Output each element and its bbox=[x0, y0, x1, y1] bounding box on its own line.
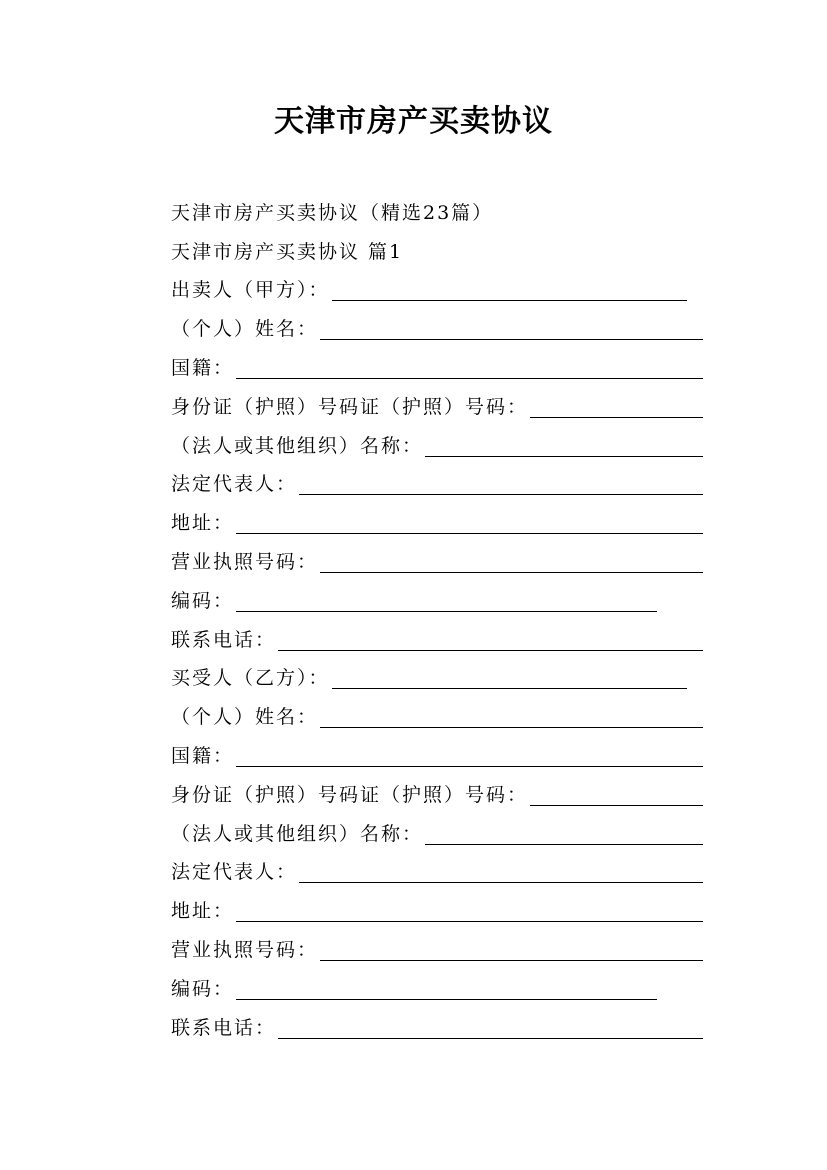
field-label: 联系电话： bbox=[171, 1016, 277, 1039]
form-field-seller-name bbox=[171, 308, 703, 347]
fill-in-blank[interactable] bbox=[332, 300, 687, 301]
fill-in-blank[interactable] bbox=[320, 960, 703, 961]
field-label: 营业执照号码： bbox=[171, 938, 319, 961]
form-field-buyer-nationality bbox=[171, 735, 703, 774]
form-field-seller-org-name bbox=[171, 425, 703, 464]
form-field-buyer-address bbox=[171, 890, 703, 929]
document-body bbox=[171, 192, 703, 1046]
field-label: 营业执照号码： bbox=[171, 550, 319, 573]
field-label: （个人）姓名： bbox=[171, 318, 319, 341]
document-title: 天津市房产买卖协议 bbox=[274, 104, 553, 139]
fill-in-blank[interactable] bbox=[332, 688, 687, 689]
subtitle-line bbox=[171, 192, 703, 231]
fill-in-blank[interactable] bbox=[236, 921, 703, 922]
fill-in-blank[interactable] bbox=[236, 611, 657, 612]
field-label: 地址： bbox=[171, 900, 235, 923]
form-field-buyer bbox=[171, 658, 703, 697]
form-field-seller bbox=[171, 270, 703, 309]
field-label: 出卖人（甲方）： bbox=[171, 279, 330, 302]
form-field-buyer-org-name bbox=[171, 813, 703, 852]
fill-in-blank[interactable] bbox=[299, 494, 703, 495]
form-field-buyer-legal-rep bbox=[171, 852, 703, 891]
form-field-seller-license bbox=[171, 541, 703, 580]
field-label: 编码： bbox=[171, 977, 235, 1000]
form-field-seller-id bbox=[171, 386, 703, 425]
form-field-buyer-license bbox=[171, 929, 703, 968]
field-label: 身份证（护照）号码证（护照）号码： bbox=[171, 783, 529, 806]
form-field-seller-phone bbox=[171, 619, 703, 658]
field-label: 法定代表人： bbox=[171, 861, 298, 884]
fill-in-blank[interactable] bbox=[530, 805, 703, 806]
form-field-seller-address bbox=[171, 502, 703, 541]
fill-in-blank[interactable] bbox=[425, 844, 703, 845]
field-label: （个人）姓名： bbox=[171, 706, 319, 729]
fill-in-blank[interactable] bbox=[236, 999, 657, 1000]
field-label: 买受人（乙方）： bbox=[171, 667, 330, 690]
fill-in-blank[interactable] bbox=[236, 533, 703, 534]
fill-in-blank[interactable] bbox=[278, 1038, 703, 1039]
fill-in-blank[interactable] bbox=[320, 572, 703, 573]
section-heading-line bbox=[171, 231, 703, 270]
form-field-buyer-name bbox=[171, 696, 703, 735]
fill-in-blank[interactable] bbox=[299, 882, 703, 883]
form-field-seller-legal-rep bbox=[171, 464, 703, 503]
form-field-buyer-phone bbox=[171, 1007, 703, 1046]
field-label: （法人或其他组织）名称： bbox=[171, 434, 424, 457]
form-field-buyer-id bbox=[171, 774, 703, 813]
field-label: 法定代表人： bbox=[171, 473, 298, 496]
document-subtitle: 天津市房产买卖协议（精选23篇） bbox=[171, 201, 494, 224]
fill-in-blank[interactable] bbox=[236, 766, 703, 767]
fill-in-blank[interactable] bbox=[425, 456, 703, 457]
field-label: 国籍： bbox=[171, 744, 235, 767]
form-field-seller-code bbox=[171, 580, 703, 619]
form-field-seller-nationality bbox=[171, 347, 703, 386]
fill-in-blank[interactable] bbox=[320, 727, 703, 728]
field-label: 国籍： bbox=[171, 356, 235, 379]
field-label: 编码： bbox=[171, 589, 235, 612]
section-heading: 天津市房产买卖协议 篇1 bbox=[171, 240, 404, 263]
form-field-buyer-code bbox=[171, 968, 703, 1007]
field-label: 地址： bbox=[171, 512, 235, 535]
fill-in-blank[interactable] bbox=[278, 650, 703, 651]
field-label: 身份证（护照）号码证（护照）号码： bbox=[171, 395, 529, 418]
fill-in-blank[interactable] bbox=[236, 378, 703, 379]
fill-in-blank[interactable] bbox=[530, 417, 703, 418]
field-label: 联系电话： bbox=[171, 628, 277, 651]
fill-in-blank[interactable] bbox=[320, 339, 703, 340]
field-label: （法人或其他组织）名称： bbox=[171, 822, 424, 845]
